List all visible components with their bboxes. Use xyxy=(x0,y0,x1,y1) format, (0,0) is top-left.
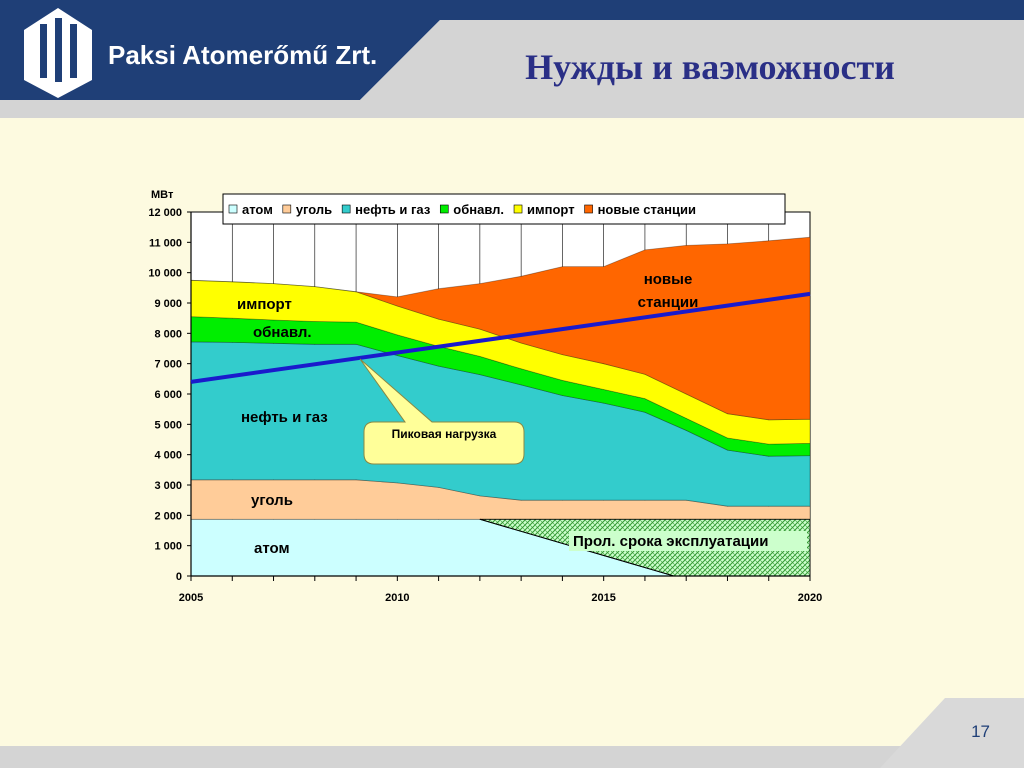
label-new-stations-1: новые xyxy=(643,271,693,288)
y-tick-label: 12 000 xyxy=(148,207,182,219)
y-tick-label: 6 000 xyxy=(154,389,182,401)
x-tick-label: 2005 xyxy=(178,592,204,604)
company-name: Paksi Atomerőmű Zrt. xyxy=(108,40,378,70)
y-tick-label: 7 000 xyxy=(154,358,182,371)
y-tick-label: 2 000 xyxy=(154,510,182,523)
label-atom: атом xyxy=(254,540,290,557)
legend-swatch-renewable xyxy=(440,205,448,213)
label-renewable: обнавл. xyxy=(253,324,312,341)
y-tick-label: 5 000 xyxy=(154,419,182,432)
y-tick-label: 10 000 xyxy=(148,267,182,280)
label-oilgas: нефть и газ xyxy=(241,409,328,426)
legend-swatch-coal xyxy=(283,205,291,213)
y-axis-unit: МВт xyxy=(151,189,174,201)
legend-label-import: импорт xyxy=(527,202,575,217)
legend-swatch-atom xyxy=(229,205,237,213)
x-axis-ticks xyxy=(179,576,822,604)
y-tick-label: 1 000 xyxy=(154,540,182,553)
legend-label-oilgas: нефть и газ xyxy=(355,202,431,217)
y-axis-ticks xyxy=(148,207,191,583)
x-tick-label: 2015 xyxy=(591,592,616,604)
y-tick-label: 0 xyxy=(175,571,182,583)
legend-swatch-new_stations xyxy=(585,205,593,213)
label-new-stations-2: станции xyxy=(637,294,699,311)
legend-label-new_stations: новые станции xyxy=(597,202,696,217)
x-tick-label: 2010 xyxy=(385,592,410,604)
callout-text: Пиковая нагрузка xyxy=(391,427,497,441)
legend-label-renewable: обнавл. xyxy=(453,202,505,217)
x-tick-label: 2020 xyxy=(797,592,823,604)
y-tick-label: 4 000 xyxy=(154,449,182,462)
label-coal: уголь xyxy=(251,492,293,509)
page-title: Нужды и ваэможности xyxy=(525,47,895,87)
legend-swatch-oilgas xyxy=(342,205,350,213)
legend-label-atom: атом xyxy=(242,202,273,217)
y-tick-label: 11 000 xyxy=(148,237,182,250)
label-import: импорт xyxy=(237,296,292,313)
y-tick-label: 9 000 xyxy=(154,298,182,310)
extension-label: Прол. срока эксплуатации xyxy=(573,533,769,550)
page-number: 17 xyxy=(971,722,990,741)
legend-label-coal: уголь xyxy=(295,202,333,217)
y-tick-label: 3 000 xyxy=(154,480,182,492)
legend xyxy=(223,194,785,224)
y-tick-label: 8 000 xyxy=(154,328,182,341)
legend-swatch-import xyxy=(514,205,522,213)
